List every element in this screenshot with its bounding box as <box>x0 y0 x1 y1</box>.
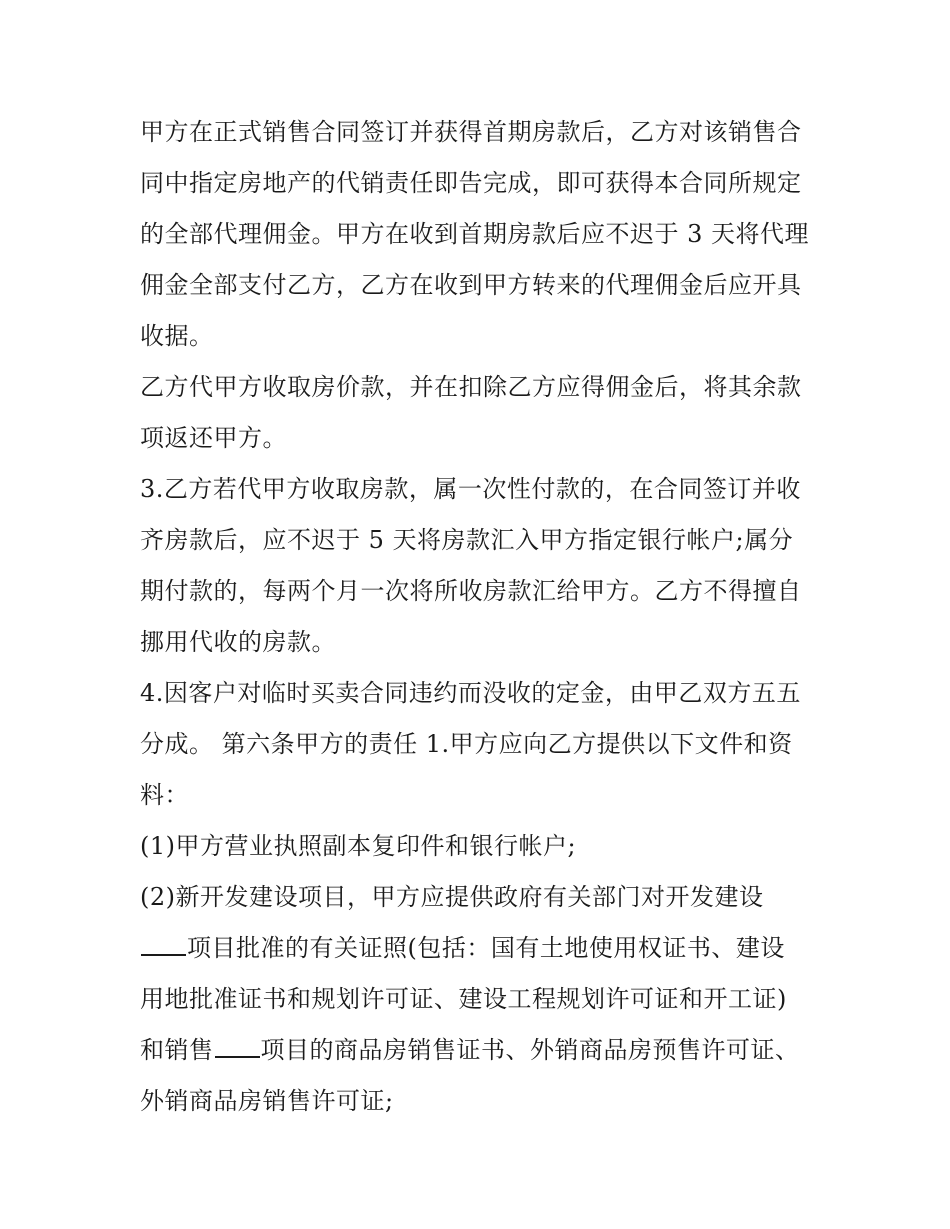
text-line: 用地批准证书和规划许可证、建设工程规划许可证和开工证) <box>140 985 787 1013</box>
text-fragment: 项目的商品房销售证书、外销商品房预售许可证、 <box>260 1036 800 1064</box>
paragraph-clause-3 <box>140 464 815 668</box>
text-line: 外销商品房销售许可证; <box>140 1087 394 1115</box>
paragraph-item-1 <box>140 821 815 872</box>
text-line: 项返还甲方。 <box>140 424 287 452</box>
paragraph-commission-payment <box>140 107 815 362</box>
paragraph-collect-price <box>140 362 815 464</box>
text-line <box>140 923 815 974</box>
text-line: 挪用代收的房款。 <box>140 628 336 656</box>
document-body <box>140 107 815 1127</box>
text-line: 分成。 第六条甲方的责任 1.甲方应向乙方提供以下文件和资 <box>140 730 793 758</box>
text-line: (1)甲方营业执照副本复印件和银行帐户; <box>140 832 577 860</box>
text-line <box>140 1025 815 1076</box>
paragraph-clause-4 <box>140 668 815 821</box>
text-line: 3.乙方若代甲方收取房款，属一次性付款的，在合同签订并收 <box>140 475 801 503</box>
paragraph-item-2 <box>140 872 815 1127</box>
text-line: 4.因客户对临时买卖合同违约而没收的定金，由甲乙双方五五 <box>140 679 801 707</box>
text-line: 期付款的，每两个月一次将所收房款汇给甲方。乙方不得擅自 <box>140 577 802 605</box>
text-line: 的全部代理佣金。甲方在收到首期房款后应不迟于 3 天将代理 <box>140 220 810 248</box>
text-line: 料： <box>140 781 189 809</box>
text-line: (2)新开发建设项目，甲方应提供政府有关部门对开发建设 <box>140 883 764 911</box>
text-line: 乙方代甲方收取房价款，并在扣除乙方应得佣金后，将其余款 <box>140 373 802 401</box>
text-line: 收据。 <box>140 322 214 350</box>
text-line: 齐房款后，应不迟于 5 天将房款汇入甲方指定银行帐户;属分 <box>140 526 794 554</box>
text-line: 佣金全部支付乙方，乙方在收到甲方转来的代理佣金后应开具 <box>140 271 802 299</box>
text-line: 同中指定房地产的代销责任即告完成，即可获得本合同所规定 <box>140 169 802 197</box>
text-line: 甲方在正式销售合同签订并获得首期房款后，乙方对该销售合 <box>140 118 802 146</box>
text-fragment: 和销售 <box>140 1036 214 1064</box>
fill-in-blank <box>215 1028 260 1058</box>
fill-in-blank <box>141 926 186 956</box>
text-fragment: 项目批准的有关证照(包括：国有土地使用权证书、建设 <box>187 934 785 962</box>
